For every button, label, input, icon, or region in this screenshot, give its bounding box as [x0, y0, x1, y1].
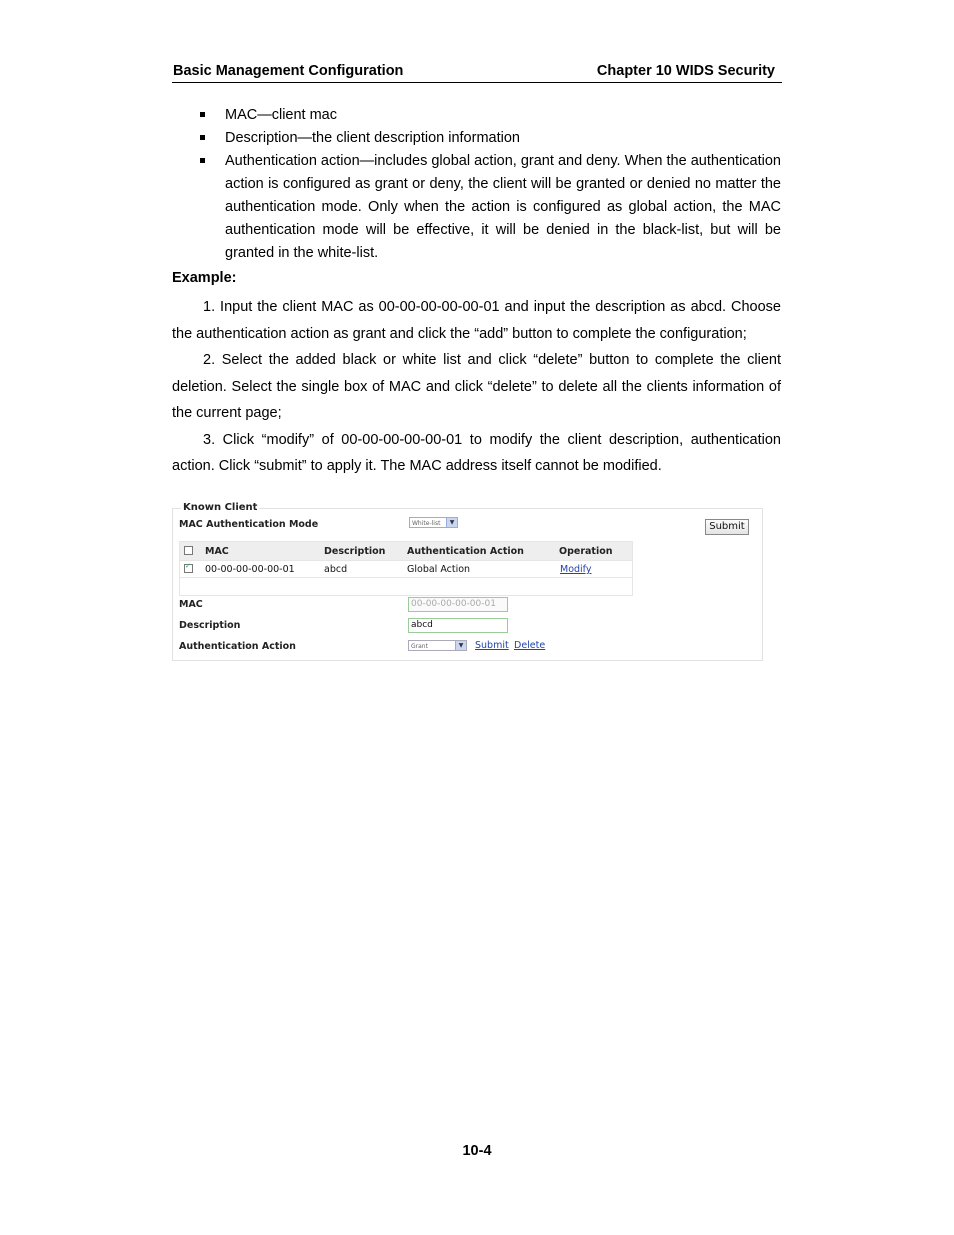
col-auth-action-header: Authentication Action: [407, 546, 524, 557]
mac-input: 00-00-00-00-00-01: [408, 597, 508, 612]
page-header: [172, 62, 782, 83]
row-description: abcd: [324, 564, 348, 575]
table-row: [180, 560, 632, 577]
step-paragraph: 2. Select the added black or white list and click “delete” button to complete the client deletion. Select the single box of MAC and click “delete” to delete all the clients information of the current page;: [172, 352, 781, 421]
select-all-checkbox[interactable]: [184, 546, 193, 555]
auth-action-select[interactable]: [408, 640, 467, 651]
row-auth-action: Global Action: [407, 564, 471, 575]
header-left-title: Basic Management Configuration: [173, 63, 404, 79]
known-client-panel: [172, 502, 763, 661]
mac-auth-mode-label: MAC Authentication Mode: [179, 519, 319, 530]
col-description-header: Description: [324, 546, 386, 557]
bullet-text: Description—the client description information: [225, 130, 520, 146]
mac-auth-mode-select[interactable]: [409, 517, 458, 528]
bullet-list: [172, 104, 781, 265]
bullet-text: Authentication action—includes global action, grant and deny. When the authentication action is configured as grant or deny, the client will be granted or denied no matter the authentication mode. Only when the action is configured as global action, the MAC authentication mode will be effective, it will be denied in the black-list, but will be granted in the white-list.: [225, 153, 781, 261]
bullet-square-icon: [200, 158, 205, 163]
chevron-down-icon: ▼: [446, 518, 457, 527]
bullet-square-icon: [200, 112, 205, 117]
col-mac-header: MAC: [205, 546, 229, 557]
col-operation-header: Operation: [559, 546, 613, 557]
panel-legend: Known Client: [183, 502, 258, 513]
mode-select-value: White-list: [412, 520, 441, 527]
example-steps: [172, 294, 781, 480]
bullet-item: [172, 127, 781, 150]
submit-button[interactable]: Submit: [705, 519, 749, 535]
bullet-item: [172, 150, 781, 265]
example-heading: Example:: [172, 270, 237, 286]
page-number: 10-4: [462, 1143, 492, 1159]
header-chapter-title: Chapter 10 WIDS Security: [596, 63, 775, 79]
bullet-item: [172, 104, 781, 127]
table-empty-row: [180, 577, 632, 595]
table-header-row: [180, 542, 632, 560]
bullet-text: MAC—client mac: [225, 107, 337, 123]
step-paragraph: 3. Click “modify” of 00-00-00-00-00-01 to modify the client description, authentication action. Click “submit” to apply it. The MAC address itself cannot be modified.: [172, 431, 781, 474]
row-mac: 00-00-00-00-00-01: [205, 564, 295, 575]
bullet-square-icon: [200, 135, 205, 140]
chevron-down-icon: ▼: [455, 641, 466, 650]
mac-label: MAC: [179, 599, 203, 610]
description-input[interactable]: abcd: [408, 618, 508, 633]
client-table: [179, 541, 633, 596]
action-select-value: Grant: [411, 643, 428, 650]
form-submit-link[interactable]: Submit: [475, 640, 509, 651]
step-paragraph: 1. Input the client MAC as 00-00-00-00-00-01 and input the description as abcd. Choose the authentication action as grant and click the “add” button to complete the configuration;: [172, 299, 781, 342]
row-checkbox[interactable]: [184, 564, 193, 573]
form-delete-link[interactable]: Delete: [514, 640, 546, 651]
description-label: Description: [179, 620, 241, 631]
auth-action-label: Authentication Action: [179, 641, 296, 652]
modify-link[interactable]: Modify: [560, 564, 592, 575]
